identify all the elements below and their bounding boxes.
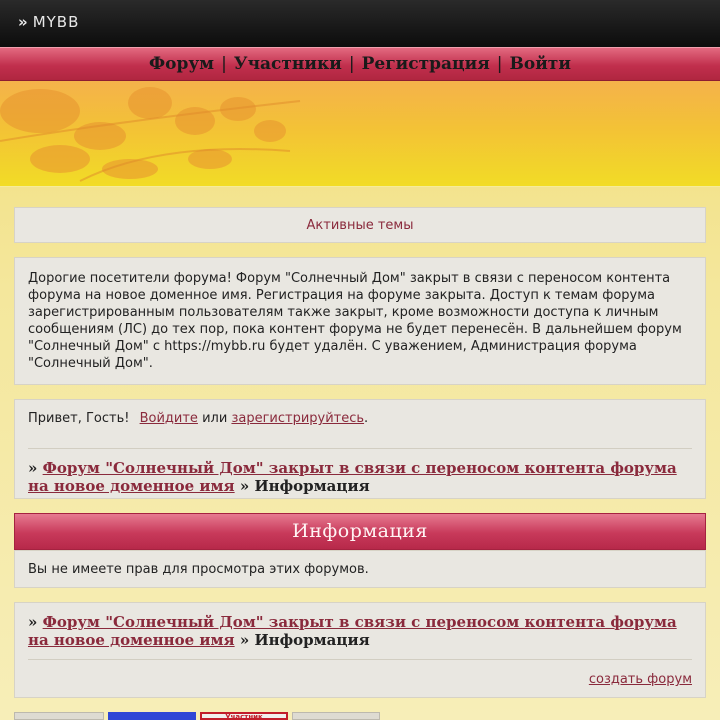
greeting-text: Привет, Гость! [28, 411, 130, 426]
breadcrumb-current: Информация [254, 477, 370, 495]
divider [28, 448, 692, 449]
breadcrumb-separator: » [239, 477, 250, 495]
breadcrumb-current: Информация [254, 631, 370, 649]
main-nav [0, 47, 720, 81]
breadcrumb-prefix: » [28, 613, 38, 631]
info-body [14, 550, 706, 588]
logo-text: MYBB [32, 13, 80, 31]
bottom-panel [14, 602, 706, 698]
create-forum-row [28, 672, 692, 687]
or-text: или [202, 411, 228, 426]
counter-badge[interactable] [292, 712, 380, 720]
nav-separator: | [496, 54, 503, 74]
info-title: Информация [292, 520, 428, 542]
info-message: Вы не имеете прав для просмотра этих форумов. [28, 562, 369, 577]
counters-row [14, 712, 706, 720]
breadcrumb-forum-link[interactable]: Форум "Солнечный Дом" закрыт в связи с переносом контента форума на новое доменное имя [28, 459, 677, 495]
welcome-panel [14, 399, 706, 499]
info-header [14, 513, 706, 550]
greeting-line [28, 410, 692, 432]
breadcrumb-forum-link[interactable]: Форум "Солнечный Дом" закрыт в связи с переносом контента форума на новое доменное имя [28, 613, 677, 649]
active-topics-panel [14, 207, 706, 243]
mybb-logo[interactable] [18, 13, 79, 31]
counter-badge-member[interactable]: Участник [200, 712, 288, 720]
top-bar [0, 0, 720, 47]
breadcrumb-prefix: » [28, 459, 38, 477]
breadcrumb-separator: » [239, 631, 250, 649]
breadcrumb [28, 459, 692, 495]
divider [28, 659, 692, 660]
nav-forum[interactable]: Форум [149, 54, 215, 74]
announcement-text: Дорогие посетители форума! Форум "Солнечный Дом" закрыт в связи с переносом контента форума на новое доменное имя. Регистрация на форуме закрыта. Доступ к темам форума зарегистрированным пользователям также закрыт, кроме возможности доступа к личным сообщениям (ЛС) до тех пор, пока контент форума не будет перенесён. В дальнейшем форум "Солнечный Дом" с https://mybb.ru будет удалён. С уважением, Администрация форума "Солнечный Дом". [28, 271, 682, 371]
period-text: . [364, 411, 369, 426]
announcement-panel [14, 257, 706, 385]
header-banner [0, 81, 720, 187]
breadcrumb-bottom [28, 613, 692, 649]
register-link[interactable]: зарегистрируйтесь [231, 411, 365, 426]
double-chevron-icon: » [18, 13, 29, 31]
nav-login[interactable]: Войти [509, 54, 571, 74]
counter-badge[interactable] [108, 712, 196, 720]
active-topics-link[interactable]: Активные темы [306, 218, 414, 233]
counter-badge[interactable] [14, 712, 104, 720]
nav-separator: | [221, 54, 227, 74]
create-forum-link[interactable]: создать форум [588, 672, 692, 687]
nav-register[interactable]: Регистрация [361, 54, 490, 74]
login-link[interactable]: Войдите [139, 411, 198, 426]
nav-separator: | [348, 54, 355, 74]
nav-members[interactable]: Участники [233, 54, 342, 74]
orchid-decoration [0, 81, 720, 187]
